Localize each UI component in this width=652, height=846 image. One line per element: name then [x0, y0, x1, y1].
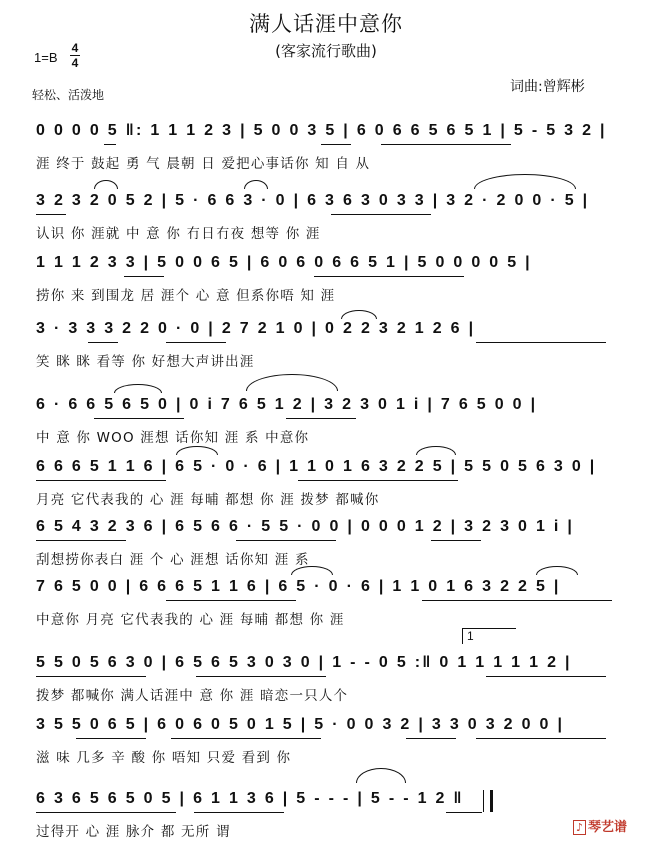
song-subtitle: (客家流行歌曲) [275, 42, 377, 60]
notation-line: 6 6 6 5 1 1 6 | 6 5 · 0 · 6 | 1 1 0 1 6 3 2 2 5 | 5 5 0 5 6 3 0 | [36, 458, 597, 475]
underline [331, 214, 431, 215]
underline [314, 276, 464, 277]
score-row-4 [36, 320, 616, 376]
notation-line: 5 5 0 5 6 3 0 | 6 5 6 5 3 0 3 0 | 1 - - 0 5 :‖ 0 1 1 1 1 1 2 | [36, 654, 572, 671]
watermark-logo [573, 816, 627, 835]
lyric-line: 中意你 月亮 它代表我的 心 涯 每晡 都想 你 涯 [36, 612, 345, 628]
lyric-line: 月亮 它代表我的 心 涯 每晡 都想 你 涯 拨梦 都喊你 [36, 492, 380, 508]
underline [431, 540, 481, 541]
lyric-line: 涯 终于 鼓起 勇 气 晨朝 日 爱把心事话你 知 自 从 [36, 156, 371, 172]
score-row-8 [36, 578, 616, 634]
time-signature [70, 42, 80, 69]
song-title: 满人话涯中意你 [249, 12, 403, 36]
score-row-7 [36, 518, 616, 574]
underline [36, 676, 146, 677]
meter-top: 4 [71, 41, 79, 55]
underline [196, 676, 326, 677]
score-row-11 [36, 790, 616, 846]
notation-line: 3 2 3 2 0 5 2 | 5 · 6 6 3 · 0 | 6 3 6 3 0 3 3 | 3 2 · 2 0 0 · 5 | [36, 192, 590, 209]
underline [124, 276, 164, 277]
score-row-9 [36, 654, 616, 710]
notation-line: 1 1 1 2 3 3 | 5 0 0 6 5 | 6 0 6 0 6 6 5 1 | 5 0 0 0 0 5 | [36, 254, 532, 271]
notation-line: 6 5 4 3 2 3 6 | 6 5 6 6 · 5 5 · 0 0 | 0 0 0 1 2 | 3 2 3 0 1 i | [36, 518, 575, 535]
final-barline [483, 790, 493, 812]
score-row-2 [36, 192, 616, 248]
notation-line: 6 · 6 6 5 6 5 0 | 0 i 7 6 5 1 2 | 3 2 3 0 1 i | 7 6 5 0 0 | [36, 396, 538, 413]
underline [422, 600, 612, 601]
slur [341, 310, 377, 319]
credits: 词曲:曾辉彬 [510, 79, 585, 95]
lyric-line: 捞你 来 到围龙 居 涯个 心 意 但系你唔 知 涯 [36, 288, 336, 304]
lyric-line: 刮想捞你表白 涯 个 心 涯想 话你知 涯 系 [36, 552, 310, 568]
lyric-line: 认识 你 涯就 中 意 你 冇日冇夜 想等 你 涯 [36, 226, 321, 242]
underline [321, 144, 351, 145]
score-row-10 [36, 716, 616, 772]
lyric-line: 中 意 你 WOO 涯想 话你知 涯 系 中意你 [36, 430, 310, 446]
underline [36, 214, 66, 215]
first-ending-bracket: 1 [462, 628, 516, 644]
underline [104, 144, 116, 145]
lyric-line: 笑 眯 眯 看等 你 好想大声讲出涯 [36, 354, 255, 370]
meter-bottom: 4 [71, 56, 79, 70]
underline [406, 738, 456, 739]
score-row-3 [36, 254, 616, 310]
score-row-5 [36, 396, 616, 452]
logo-icon: ♪ [573, 820, 586, 835]
lyric-line: 拨梦 都喊你 满人话涯中 意 你 涯 暗恋一只人个 [36, 688, 349, 704]
underline [171, 738, 321, 739]
underline [94, 418, 184, 419]
lyric-line: 滋 味 几多 辛 酸 你 唔知 只爱 看到 你 [36, 750, 292, 766]
notation-line: 3 5 5 0 6 5 | 6 0 6 0 5 0 1 5 | 5 · 0 0 3 2 | 3 3 0 3 2 0 0 | [36, 716, 565, 733]
underline [298, 480, 458, 481]
underline [36, 812, 176, 813]
watermark-text: 琴艺谱 [588, 820, 628, 835]
notation-line: 0 0 0 0 5 ‖: 1 1 1 2 3 | 5 0 0 3 5 | 6 0 6 6 5 6 5 1 | 5 - 5 3 2 | [36, 122, 607, 139]
underline [194, 812, 284, 813]
underline [486, 676, 606, 677]
slur [94, 180, 118, 189]
lyric-line: 过得开 心 涯 脉介 都 无所 谓 [36, 824, 231, 840]
slur [246, 374, 338, 391]
score-row-1 [36, 122, 616, 178]
underline [166, 342, 226, 343]
underline [76, 738, 146, 739]
underline [476, 738, 606, 739]
underline [36, 480, 166, 481]
key-signature: 1=B [34, 50, 58, 65]
underline [166, 600, 296, 601]
slur [244, 180, 268, 189]
underline [88, 342, 118, 343]
slur [114, 384, 162, 393]
underline [476, 342, 606, 343]
underline [36, 540, 126, 541]
underline [236, 540, 336, 541]
notation-line: 6 3 6 5 6 5 0 5 | 6 1 1 3 6 | 5 - - - | 5 - - 1 2 ‖ [36, 790, 464, 807]
underline [446, 812, 482, 813]
underline [381, 144, 511, 145]
notation-line: 3 · 3 3 3 2 2 0 · 0 | 2 7 2 1 0 | 0 2 2 3 2 1 2 6 | [36, 320, 476, 337]
notation-line: 7 6 5 0 0 | 6 6 6 5 1 1 6 | 6 5 · 0 · 6 | 1 1 0 1 6 3 2 2 5 | [36, 578, 561, 595]
score-row-6 [36, 458, 616, 514]
underline [286, 418, 356, 419]
tempo-marking: 轻松、活泼地 [32, 88, 105, 102]
